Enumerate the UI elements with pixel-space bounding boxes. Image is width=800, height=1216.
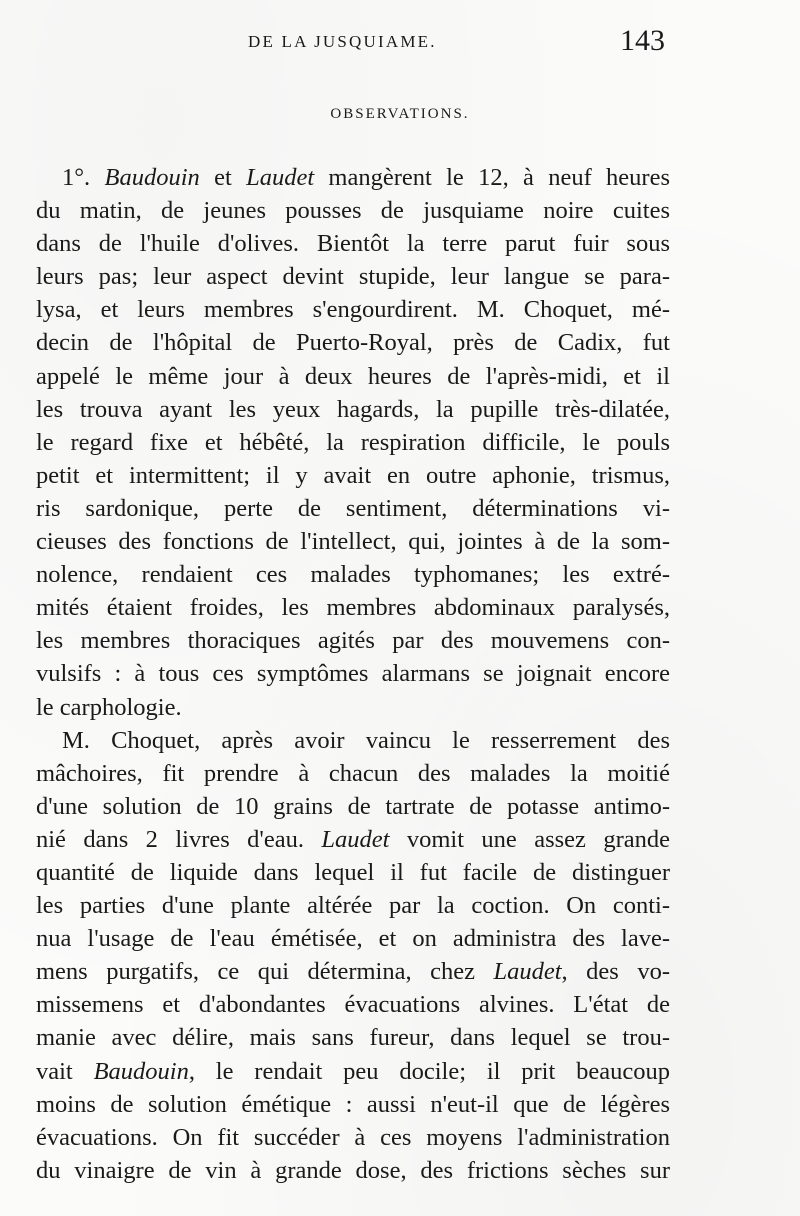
text-line: dans de l'huile d'olives. Bientôt la terre parut fuir sous <box>36 230 670 258</box>
running-head <box>0 24 800 70</box>
text-line: moins de solution émétique : aussi n'eut-il que de légères <box>36 1090 670 1118</box>
text-line: les parties d'une plante altérée par la coction. On conti- <box>36 892 670 920</box>
person-name: Baudouin <box>93 1057 189 1085</box>
text-line: les trouva ayant les yeux hagards, la pupille très-dilatée, <box>36 395 670 423</box>
text-line: quantité de liquide dans lequel il fut facile de distinguer <box>36 858 670 886</box>
text-line: decin de l'hôpital de Puerto-Royal, près de Cadix, fut <box>36 329 670 357</box>
text-line: manie avec délire, mais sans fureur, dans lequel se trou- <box>36 1024 670 1052</box>
text-line: du vinaigre de vin à grande dose, des frictions sèches sur <box>36 1156 670 1184</box>
text-line: lysa, et leurs membres s'engourdirent. M. Choquet, mé- <box>36 296 670 324</box>
text-line: mités étaient froides, les membres abdominaux paralysés, <box>36 594 670 622</box>
text-line: missemens et d'abondantes évacuations alvines. L'état de <box>36 991 670 1019</box>
text-line: les membres thoraciques agités par des mouvemens con- <box>36 627 670 655</box>
text-line: 1°. Baudouin et Laudet mangèrent le 12, à neuf heures <box>62 164 670 191</box>
text-line: nié dans 2 livres d'eau. Laudet vomit une assez grande <box>36 825 670 853</box>
text-line: vulsifs : à tous ces symptômes alarmans se joignait encore <box>36 660 670 688</box>
running-title: DE LA JUSQUIAME. <box>248 32 437 51</box>
text-line: leurs pas; leur aspect devint stupide, leur langue se para- <box>36 263 670 291</box>
person-name: Baudouin <box>104 164 200 191</box>
text-line: le regard fixe et hébêté, la respiration difficile, le pouls <box>36 428 670 456</box>
text-line: nolence, rendaient ces malades typhomanes; les extré- <box>36 561 670 589</box>
page-number: 143 <box>620 24 665 57</box>
text-line: mâchoires, fit prendre à chacun des malades la moitié <box>36 759 670 787</box>
text-line: évacuations. On fit succéder à ces moyens l'administration <box>36 1123 670 1151</box>
text-line: cieuses des fonctions de l'intellect, qui, jointes à de la som- <box>36 528 670 556</box>
section-heading: OBSERVATIONS. <box>330 106 470 122</box>
text-line: appelé le même jour à deux heures de l'après-midi, et il <box>36 362 670 390</box>
text-line: petit et intermittent; il y avait en outre aphonie, trismus, <box>36 461 670 489</box>
person-name: Laudet <box>321 825 390 853</box>
person-name: Laudet <box>246 164 315 191</box>
body-text <box>36 161 670 1187</box>
text-line: mens purgatifs, ce qui détermina, chez Laudet, des vo- <box>36 958 670 986</box>
text-line: le carphologie. <box>36 693 182 721</box>
text-line: du matin, de jeunes pousses de jusquiame noire cuites <box>36 197 670 225</box>
text-line: d'une solution de 10 grains de tartrate de potasse antimo- <box>36 792 670 820</box>
text-line: vait Baudouin, le rendait peu docile; il prit beaucoup <box>36 1057 670 1085</box>
text-line: ris sardonique, perte de sentiment, déterminations vi- <box>36 494 670 522</box>
text-line: M. Choquet, après avoir vaincu le resserrement des <box>62 726 670 754</box>
person-name: Laudet <box>493 958 562 986</box>
text-line: nua l'usage de l'eau émétisée, et on administra des lave- <box>36 925 670 953</box>
